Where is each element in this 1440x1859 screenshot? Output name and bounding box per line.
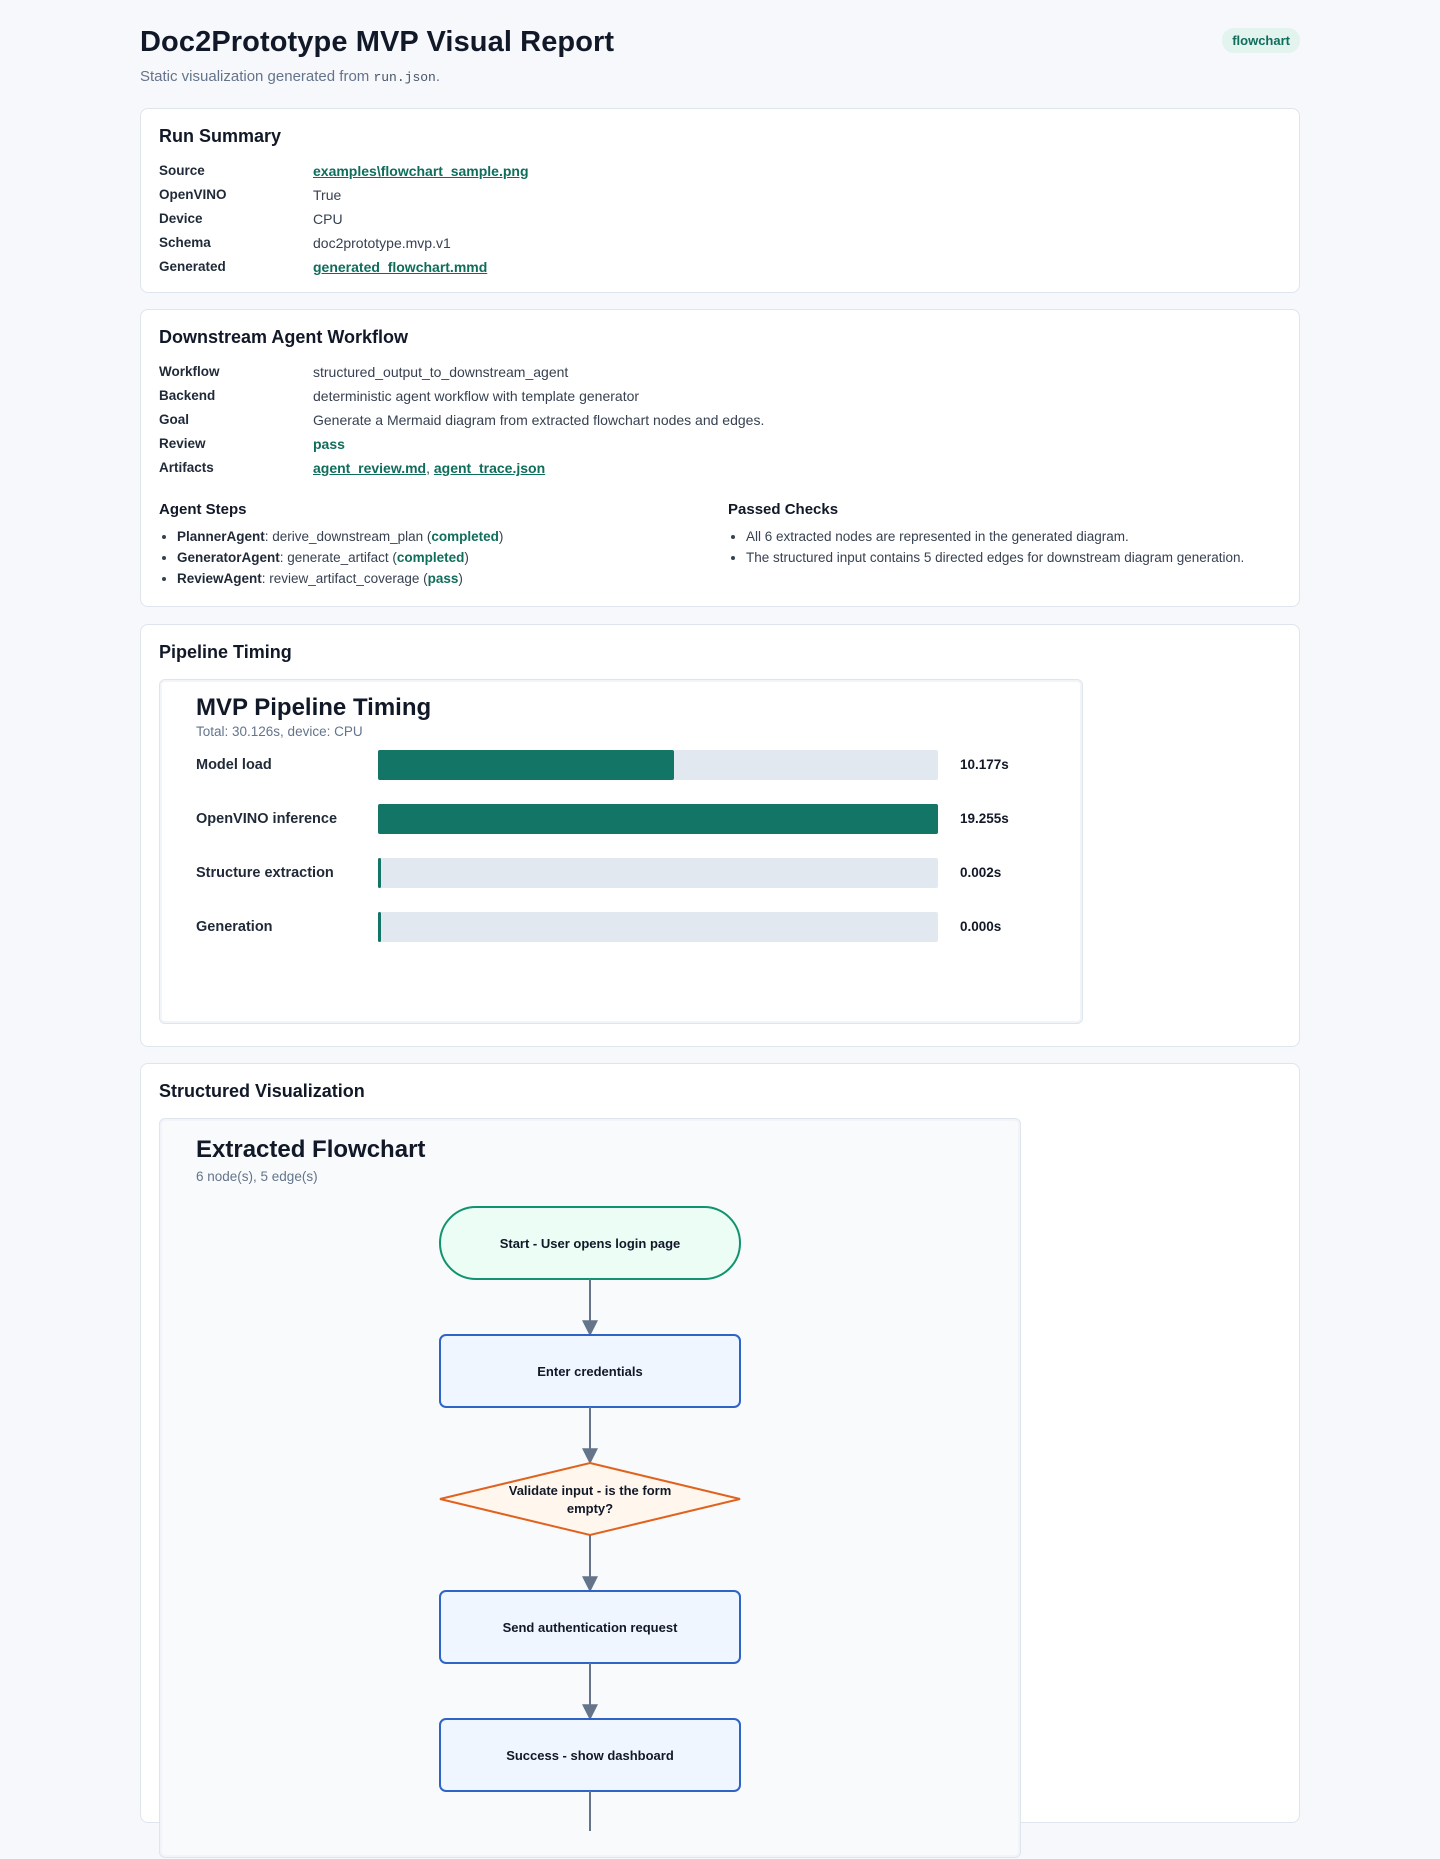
workflow-key: Artifacts: [159, 460, 214, 475]
workflow-row-artifacts: [159, 456, 764, 480]
timing-bar: [378, 750, 674, 780]
workflow-key: Review: [159, 436, 206, 451]
timing-row: [160, 858, 1082, 888]
run-summary-title: Run Summary: [159, 126, 282, 146]
summary-value: doc2prototype.mvp.v1: [313, 235, 451, 251]
timing-chart-subtitle: Total: 30.126s, device: CPU: [196, 724, 363, 739]
agent-name: GeneratorAgent: [177, 550, 280, 565]
agent-close: ): [498, 529, 504, 544]
timing-label: OpenVINO inference: [196, 811, 338, 827]
subtitle-suffix: .: [435, 68, 441, 85]
workflow-row-workflow: [159, 360, 764, 384]
node-label: Send authentication request: [502, 1620, 678, 1635]
subtitle-file: run.json: [373, 70, 436, 85]
flowchart-panel: [159, 1118, 1021, 1858]
flowchart-diagram: [160, 1119, 1022, 1859]
agent-step: [177, 547, 503, 568]
check-item: • All 6 extracted nodes are represented in the generated diagram.: [746, 526, 1244, 547]
summary-row-schema: [159, 231, 529, 255]
timing-value: 0.000s: [960, 919, 1002, 934]
summary-row-generated: [159, 255, 529, 279]
workflow-row-review: [159, 432, 764, 456]
page-title: Doc2Prototype MVP Visual Report: [140, 26, 615, 58]
timing-row: [160, 804, 1082, 834]
check-item: • The structured input contains 5 directed edges for downstream diagram generation.: [746, 547, 1244, 568]
artifact-links: [313, 456, 545, 480]
subtitle-prefix: Static visualization generated from: [140, 68, 374, 85]
agent-action: : derive_downstream_plan (: [264, 529, 432, 544]
summary-key: Generated: [159, 259, 226, 274]
timing-chart: [159, 679, 1083, 1024]
workflow-key: Goal: [159, 412, 190, 427]
agent-name: ReviewAgent: [177, 571, 262, 586]
summary-row-device: [159, 207, 529, 231]
timing-bar: [378, 804, 938, 834]
pipeline-timing-card: [140, 624, 1300, 1047]
workflow-table: [159, 360, 764, 480]
workflow-key: Workflow: [159, 364, 220, 379]
timing-track: [378, 750, 938, 780]
flowchart-node: [440, 1463, 740, 1535]
timing-bar: [378, 858, 381, 888]
workflow-title: Downstream Agent Workflow: [159, 327, 409, 347]
agent-step: [177, 568, 503, 589]
timing-label: Structure extraction: [196, 865, 334, 881]
summary-key: Device: [159, 211, 203, 226]
node-label: empty?: [566, 1501, 614, 1516]
review-status: pass: [313, 436, 345, 452]
workflow-value: deterministic agent workflow with template generator: [313, 388, 640, 404]
timing-track: [378, 858, 938, 888]
timing-value: 0.002s: [960, 865, 1002, 880]
report-header: [140, 22, 1300, 92]
pipeline-timing-title: Pipeline Timing: [159, 642, 292, 662]
agent-steps-title: Agent Steps: [159, 501, 247, 518]
timing-value: 10.177s: [960, 757, 1009, 772]
node-label: Success - show dashboard: [506, 1748, 674, 1763]
agent-action: : review_artifact_coverage (: [261, 571, 428, 586]
page-subtitle: [140, 68, 440, 85]
workflow-value: Generate a Mermaid diagram from extracted flowchart nodes and edges.: [313, 412, 765, 428]
workflow-key: Backend: [159, 388, 216, 403]
agent-review-link[interactable]: agent_review.md: [313, 460, 427, 476]
node-label: Enter credentials: [537, 1364, 643, 1379]
structured-visualization-card: [140, 1063, 1300, 1823]
flowchart-node: [440, 1335, 740, 1407]
agent-status: pass: [427, 571, 459, 586]
flowchart-node: [440, 1591, 740, 1663]
timing-value: 19.255s: [960, 811, 1009, 826]
workflow-value: structured_output_to_downstream_agent: [313, 364, 569, 380]
timing-label: Generation: [196, 919, 273, 935]
timing-row: [160, 750, 1082, 780]
summary-value: CPU: [313, 211, 343, 227]
agent-status: completed: [396, 550, 465, 565]
node-label: Validate input - is the form: [508, 1483, 672, 1498]
passed-checks-list: [728, 526, 1244, 568]
summary-value: True: [313, 187, 342, 203]
flowchart-node: [440, 1719, 740, 1791]
flowchart-subtitle: 6 node(s), 5 edge(s): [196, 1169, 318, 1184]
node-label: Start - User opens login page: [499, 1236, 681, 1251]
node-shape: [440, 1463, 740, 1535]
workflow-row-goal: [159, 408, 764, 432]
timing-bar: [378, 912, 381, 942]
agent-action: : generate_artifact (: [279, 550, 397, 565]
agent-name: PlannerAgent: [177, 529, 265, 544]
structured-visualization-title: Structured Visualization: [159, 1081, 365, 1101]
summary-row-openvino: [159, 183, 529, 207]
run-summary-table: [159, 159, 529, 279]
agent-close: ): [458, 571, 463, 586]
agent-steps-list: [159, 526, 503, 589]
agent-trace-link[interactable]: agent_trace.json: [433, 460, 546, 476]
generated-file-link[interactable]: generated_flowchart.mmd: [313, 259, 488, 275]
timing-track: [378, 804, 938, 834]
agent-status: completed: [431, 529, 499, 544]
summary-row-source: [159, 159, 529, 183]
workflow-row-backend: [159, 384, 764, 408]
timing-track: [378, 912, 938, 942]
artifact-separator: ,: [426, 460, 434, 476]
diagram-type-badge: flowchart: [1222, 28, 1300, 53]
flowchart-node: [440, 1207, 740, 1279]
summary-key: OpenVINO: [159, 187, 227, 202]
agent-close: ): [464, 550, 469, 565]
timing-label: Model load: [196, 757, 272, 773]
summary-key: Schema: [159, 235, 211, 250]
agent-step: [177, 526, 503, 547]
flowchart-title: Extracted Flowchart: [196, 1136, 426, 1163]
source-link[interactable]: examples\flowchart_sample.png: [313, 163, 529, 179]
passed-checks-title: Passed Checks: [728, 501, 839, 518]
summary-key: Source: [159, 163, 205, 178]
run-summary-card: [140, 108, 1300, 293]
timing-chart-title: MVP Pipeline Timing: [196, 694, 432, 721]
workflow-card: [140, 309, 1300, 607]
timing-row: [160, 912, 1082, 942]
